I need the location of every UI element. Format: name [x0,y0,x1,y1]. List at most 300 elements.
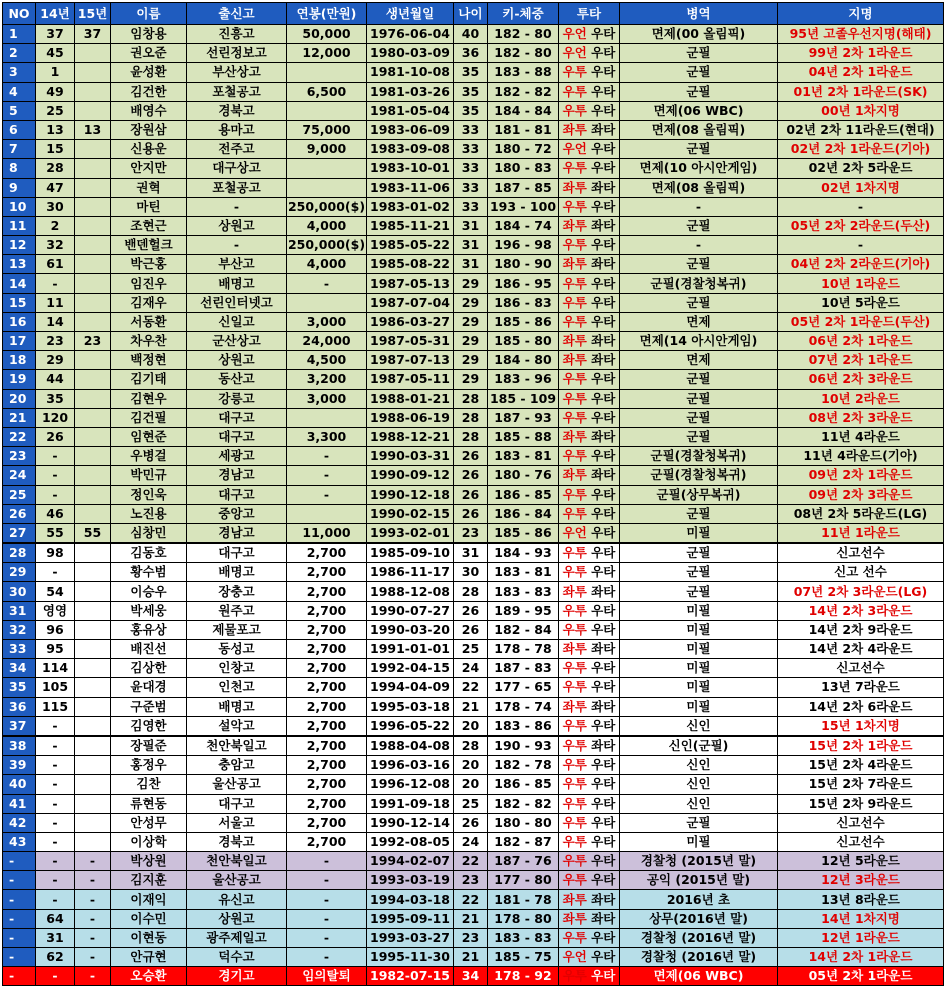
cell-draft: 08년 2차 3라운드 [778,408,944,427]
cell-y15: - [75,852,111,871]
cell-age: 26 [454,447,488,466]
cell-school: 울산공고 [187,871,287,890]
cell-draft: 02년 2차 1라운드(기아) [778,140,944,159]
cell-y15 [75,447,111,466]
cell-bats [559,216,620,235]
batting-side: 우타 [591,505,616,521]
cell-mil: 군필 [620,504,778,523]
table-row [3,236,944,255]
cell-age: 26 [454,601,488,620]
cell-hw: 182 - 82 [488,82,559,101]
cell-draft: 12년 1라운드 [778,928,944,947]
cell-mil: 공익 (2015년 말) [620,871,778,890]
cell-no: - [3,852,36,871]
cell-salary: 2,700 [287,756,367,775]
cell-age: 35 [454,101,488,120]
cell-draft: 95년 고졸우선지명(해태) [778,25,944,44]
table-row [3,659,944,678]
cell-y14: 25 [36,101,75,120]
cell-hw: 185 - 88 [488,427,559,446]
throwing-hand: 우투 [562,545,587,561]
cell-draft: 10년 1라운드 [778,274,944,293]
cell-no: 32 [3,620,36,639]
cell-mil: 군필(경찰청복귀) [620,447,778,466]
cell-birth: 1992-04-15 [367,659,454,678]
cell-bats [559,775,620,794]
cell-mil: 군필(상무복귀) [620,485,778,504]
cell-y14: 1 [36,63,75,82]
cell-salary: 3,000 [287,389,367,408]
cell-y14: - [36,775,75,794]
cell-name: 홍유상 [111,620,187,639]
cell-bats [559,620,620,639]
cell-mil: 미필 [620,678,778,697]
batting-side: 우타 [591,275,616,291]
cell-y14: 23 [36,332,75,351]
batting-side: 좌타 [591,583,616,599]
cell-y14: - [36,852,75,871]
cell-age: 33 [454,120,488,139]
cell-hw: 185 - 109 [488,389,559,408]
cell-y14: 114 [36,659,75,678]
cell-salary: 3,000 [287,312,367,331]
cell-salary: - [287,274,367,293]
cell-age: 29 [454,274,488,293]
table-row [3,159,944,178]
cell-hw: 182 - 84 [488,620,559,639]
header-col-draft: 지명 [778,3,944,25]
cell-mil: 경찰청 (2015년 말) [620,852,778,871]
cell-bats [559,274,620,293]
cell-salary: 50,000 [287,25,367,44]
cell-bats [559,351,620,370]
cell-birth: 1990-03-20 [367,620,454,639]
cell-salary: 9,000 [287,140,367,159]
cell-no: 14 [3,274,36,293]
table-row [3,293,944,312]
cell-school: 서울고 [187,813,287,832]
throwing-hand: 우투 [562,64,587,80]
throwing-hand: 우투 [562,448,587,464]
cell-school: 대구고 [187,543,287,563]
cell-birth: 1990-12-14 [367,813,454,832]
cell-age: 21 [454,909,488,928]
cell-hw: 190 - 93 [488,736,559,756]
cell-birth: 1987-07-13 [367,351,454,370]
cell-hw: 185 - 80 [488,332,559,351]
cell-salary: 2,700 [287,794,367,813]
cell-draft: 00년 1차지명 [778,101,944,120]
batting-side: 우타 [591,545,616,561]
cell-hw: 184 - 93 [488,543,559,563]
cell-birth: 1988-01-21 [367,389,454,408]
cell-name: 김기태 [111,370,187,389]
cell-age: 33 [454,197,488,216]
cell-birth: 1986-03-27 [367,312,454,331]
batting-side: 우타 [591,872,616,888]
cell-bats [559,890,620,909]
cell-no: - [3,890,36,909]
cell-birth: 1985-09-10 [367,543,454,563]
cell-draft: 14년 2차 3라운드 [778,601,944,620]
cell-draft: - [778,236,944,255]
cell-hw: 183 - 96 [488,370,559,389]
cell-name: 안지만 [111,159,187,178]
cell-birth: 1992-08-05 [367,832,454,851]
table-row [3,351,944,370]
cell-mil: 군필 [620,293,778,312]
header-col-no: NO [3,3,36,25]
throwing-hand: 우언 [562,26,587,42]
cell-draft: 04년 2차 1라운드 [778,63,944,82]
table-row [3,601,944,620]
cell-y15 [75,678,111,697]
cell-y15 [75,582,111,601]
cell-y15 [75,197,111,216]
throwing-hand: 우투 [562,660,587,676]
cell-no: 21 [3,408,36,427]
cell-name: 조현근 [111,216,187,235]
cell-mil: 신인 [620,716,778,736]
cell-no: 22 [3,427,36,446]
cell-no: 18 [3,351,36,370]
cell-draft: 신고선수 [778,659,944,678]
cell-bats [559,832,620,851]
cell-salary: 2,700 [287,775,367,794]
batting-side: 우타 [591,26,616,42]
cell-y14: 45 [36,44,75,63]
cell-y14: 105 [36,678,75,697]
cell-salary: 2,700 [287,832,367,851]
cell-draft: 06년 2차 1라운드 [778,332,944,351]
cell-mil: 2016년 초 [620,890,778,909]
cell-name: 김재우 [111,293,187,312]
cell-mil: 경찰청 (2016년 말) [620,928,778,947]
cell-bats [559,466,620,485]
cell-bats [559,813,620,832]
cell-y14: 35 [36,389,75,408]
cell-y15 [75,389,111,408]
cell-mil: 상무(2016년 말) [620,909,778,928]
cell-no: 24 [3,466,36,485]
batting-side: 우타 [591,968,616,984]
cell-no: 9 [3,178,36,197]
cell-y14: - [36,466,75,485]
cell-bats [559,312,620,331]
cell-mil: 미필 [620,659,778,678]
cell-no: - [3,909,36,928]
batting-side: 좌타 [591,429,616,445]
cell-y15 [75,370,111,389]
header-col-military: 병역 [620,3,778,25]
throwing-hand: 우투 [562,486,587,502]
cell-no: 40 [3,775,36,794]
cell-no: - [3,928,36,947]
cell-y15: - [75,909,111,928]
cell-age: 34 [454,967,488,986]
header-col-age: 나이 [454,3,488,25]
cell-school: 경북고 [187,832,287,851]
cell-draft: 05년 2차 2라운드(두산) [778,216,944,235]
cell-y15 [75,44,111,63]
cell-draft: 07년 2차 3라운드(LG) [778,582,944,601]
cell-school: 진흥고 [187,25,287,44]
cell-hw: 186 - 95 [488,274,559,293]
cell-bats [559,601,620,620]
batting-side: 우타 [591,141,616,157]
cell-hw: 186 - 84 [488,504,559,523]
cell-hw: 184 - 74 [488,216,559,235]
cell-no: 35 [3,678,36,697]
cell-name: 안성무 [111,813,187,832]
cell-y14: 37 [36,25,75,44]
cell-age: 33 [454,140,488,159]
header-col-school: 출신고 [187,3,287,25]
cell-birth: 1983-01-02 [367,197,454,216]
cell-name: 이승우 [111,582,187,601]
cell-hw: 186 - 85 [488,485,559,504]
table-row [3,832,944,851]
cell-name: 배영수 [111,101,187,120]
cell-age: 26 [454,504,488,523]
cell-draft: 02년 2차 11라운드(현대) [778,120,944,139]
throwing-hand: 좌투 [562,910,587,926]
cell-salary: 4,500 [287,351,367,370]
cell-hw: 183 - 81 [488,563,559,582]
batting-side: 좌타 [591,122,616,138]
throwing-hand: 좌투 [562,429,587,445]
cell-draft: 15년 2차 4라운드 [778,756,944,775]
throwing-hand: 좌투 [562,698,587,714]
cell-school: 신일고 [187,312,287,331]
cell-school: 제물포고 [187,620,287,639]
cell-y15 [75,466,111,485]
throwing-hand: 우투 [562,371,587,387]
cell-school: 동성고 [187,640,287,659]
table-row [3,678,944,697]
cell-y15 [75,659,111,678]
cell-school: 포철공고 [187,82,287,101]
cell-bats [559,255,620,274]
table-row [3,44,944,63]
cell-salary: - [287,466,367,485]
cell-y15: - [75,871,111,890]
batting-side: 좌타 [591,179,616,195]
cell-bats [559,756,620,775]
throwing-hand: 우투 [562,853,587,869]
throwing-hand: 우투 [562,814,587,830]
cell-birth: 1983-06-09 [367,120,454,139]
table-row [3,756,944,775]
cell-name: 임창용 [111,25,187,44]
cell-hw: 185 - 86 [488,523,559,543]
table-row [3,697,944,716]
cell-age: 29 [454,370,488,389]
table-row [3,504,944,523]
throwing-hand: 좌투 [562,179,587,195]
batting-side: 우타 [591,621,616,637]
cell-draft: 02년 2차 5라운드 [778,159,944,178]
cell-y15 [75,140,111,159]
cell-y14: 2 [36,216,75,235]
cell-no: 41 [3,794,36,813]
throwing-hand: 좌투 [562,217,587,233]
cell-y15 [75,601,111,620]
table-row [3,890,944,909]
cell-salary: 4,000 [287,216,367,235]
batting-side: 우타 [591,160,616,176]
header-col-name: 이름 [111,3,187,25]
throwing-hand: 우투 [562,275,587,291]
cell-y15 [75,716,111,736]
batting-side: 좌타 [591,256,616,272]
throwing-hand: 우투 [562,102,587,118]
cell-mil: 면제 [620,351,778,370]
cell-age: 26 [454,620,488,639]
cell-salary [287,408,367,427]
cell-hw: 182 - 78 [488,756,559,775]
cell-school: 충암고 [187,756,287,775]
batting-side: 우타 [591,486,616,502]
cell-y14: 26 [36,427,75,446]
cell-y14: - [36,736,75,756]
cell-no: 11 [3,216,36,235]
cell-hw: 178 - 74 [488,697,559,716]
cell-salary [287,101,367,120]
cell-name: 임현준 [111,427,187,446]
cell-birth: 1990-12-18 [367,485,454,504]
cell-y14: 64 [36,909,75,928]
cell-no: 4 [3,82,36,101]
cell-y14: 55 [36,523,75,543]
cell-school: 배명고 [187,274,287,293]
cell-y14: - [36,794,75,813]
cell-no: 37 [3,716,36,736]
cell-mil: 면제(06 WBC) [620,101,778,120]
cell-y15 [75,216,111,235]
batting-side: 우타 [591,83,616,99]
cell-name: 김영한 [111,716,187,736]
cell-birth: 1990-03-31 [367,447,454,466]
cell-y15 [75,620,111,639]
cell-y15 [75,63,111,82]
cell-y15 [75,427,111,446]
cell-no: - [3,871,36,890]
cell-bats [559,543,620,563]
cell-bats [559,504,620,523]
cell-birth: 1987-05-13 [367,274,454,293]
cell-y15 [75,351,111,370]
cell-draft: 05년 2차 1라운드(두산) [778,312,944,331]
cell-age: 31 [454,543,488,563]
cell-bats [559,63,620,82]
cell-salary [287,504,367,523]
cell-no: 8 [3,159,36,178]
cell-name: 장필준 [111,736,187,756]
cell-draft: 12년 5라운드 [778,852,944,871]
cell-no: 34 [3,659,36,678]
cell-bats [559,871,620,890]
table-row [3,197,944,216]
cell-hw: 181 - 78 [488,890,559,909]
table-row [3,967,944,986]
cell-mil: 면제(00 올림픽) [620,25,778,44]
batting-side: 우타 [591,371,616,387]
cell-mil: 군필 [620,389,778,408]
cell-school: 천안북일고 [187,852,287,871]
cell-y15 [75,813,111,832]
cell-no: 29 [3,563,36,582]
throwing-hand: 우투 [562,198,587,214]
cell-salary: 250,000($) [287,197,367,216]
batting-side: 우타 [591,949,616,965]
cell-y14: - [36,563,75,582]
cell-draft: 10년 5라운드 [778,293,944,312]
cell-birth: 1987-05-11 [367,370,454,389]
cell-birth: 1993-03-19 [367,871,454,890]
cell-y14: 13 [36,120,75,139]
cell-draft: 11년 1라운드 [778,523,944,543]
cell-age: 26 [454,485,488,504]
cell-birth: 1990-09-12 [367,466,454,485]
cell-y15 [75,159,111,178]
cell-age: 35 [454,82,488,101]
cell-y15 [75,485,111,504]
cell-birth: 1988-06-19 [367,408,454,427]
cell-hw: 178 - 78 [488,640,559,659]
cell-name: 김찬 [111,775,187,794]
cell-mil: 미필 [620,523,778,543]
cell-draft: 13년 7라운드 [778,678,944,697]
cell-birth: 1985-08-22 [367,255,454,274]
cell-salary: - [287,447,367,466]
cell-name: 심창민 [111,523,187,543]
cell-bats [559,44,620,63]
cell-mil: 면제(08 올림픽) [620,120,778,139]
cell-mil: 군필 [620,216,778,235]
cell-bats [559,909,620,928]
table-row [3,63,944,82]
cell-no: 2 [3,44,36,63]
cell-name: 이현동 [111,928,187,947]
cell-birth: 1983-11-06 [367,178,454,197]
table-row [3,140,944,159]
throwing-hand: 좌투 [562,352,587,368]
cell-age: 29 [454,293,488,312]
roster-sheet [2,2,944,986]
cell-school: 대구상고 [187,159,287,178]
cell-birth: 1983-10-01 [367,159,454,178]
cell-draft: 09년 2차 1라운드 [778,466,944,485]
cell-hw: 189 - 95 [488,601,559,620]
cell-bats [559,427,620,446]
batting-side: 우타 [591,313,616,329]
cell-hw: 193 - 100 [488,197,559,216]
cell-y15: 13 [75,120,111,139]
cell-salary [287,178,367,197]
table-row [3,563,944,582]
throwing-hand: 좌투 [562,583,587,599]
cell-y14: 46 [36,504,75,523]
cell-salary: - [287,909,367,928]
cell-salary: 임의탈퇴 [287,967,367,986]
cell-y14: 47 [36,178,75,197]
cell-no: 5 [3,101,36,120]
cell-age: 30 [454,563,488,582]
cell-age: 31 [454,255,488,274]
cell-school: - [187,197,287,216]
header-col-birth: 생년월일 [367,3,454,25]
